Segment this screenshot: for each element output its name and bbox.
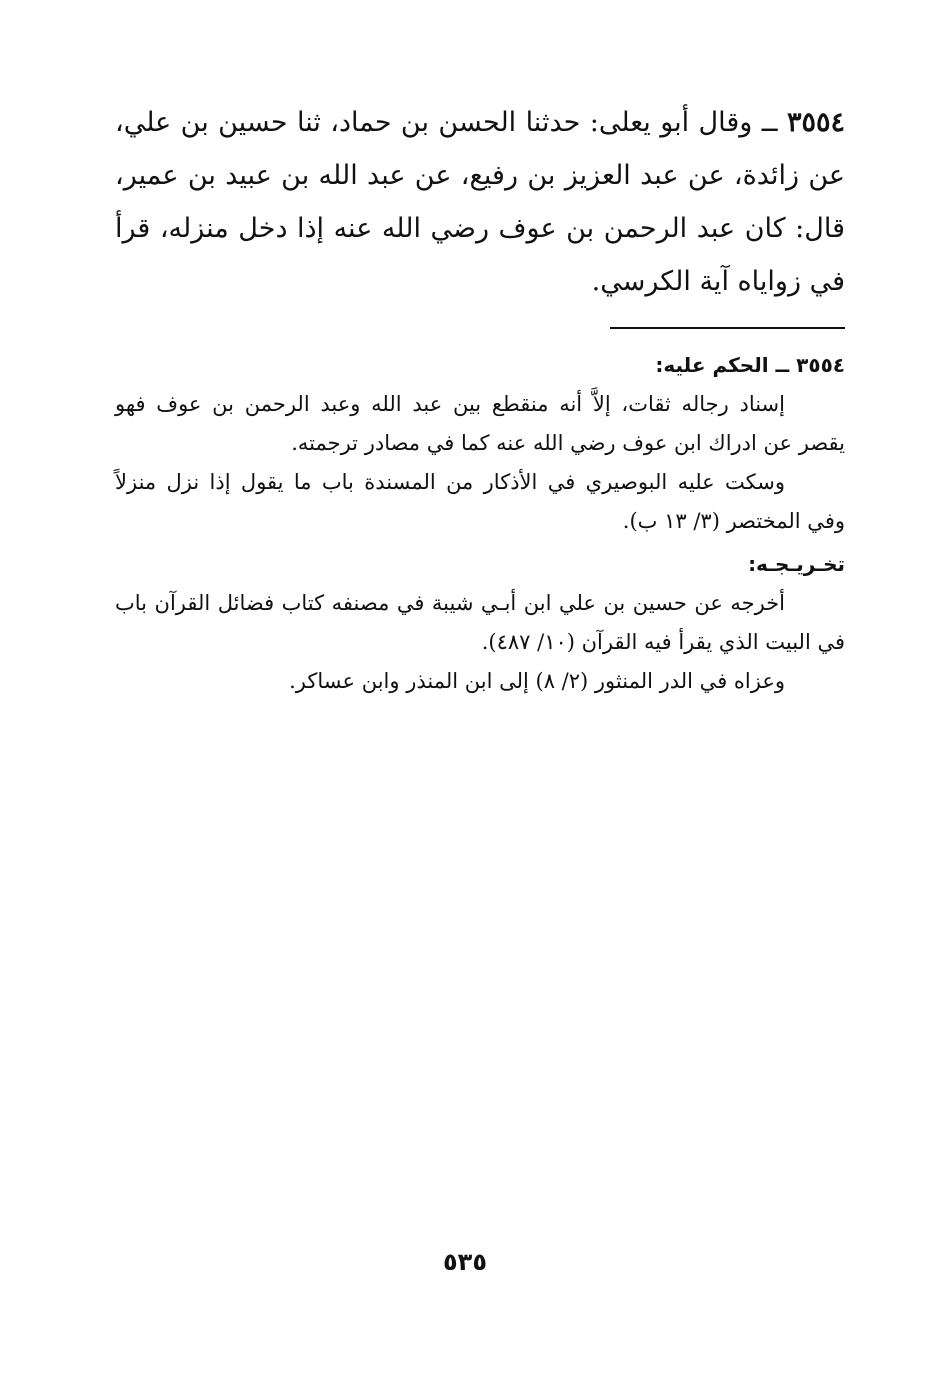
hadith-body: وقال أبو يعلى: حدثنا الحسن بن حماد، ثنا حسين بن علي، عن زائدة، عن عبد العزيز بن رفيع، عن عبد الله بن عبيد بن عمير، قال: كان عبد الرحمن بن عوف رضي الله عنه إذا دخل منزله، قرأ في زواياه آية الكرسي.	[115, 107, 845, 297]
notes-section	[115, 346, 845, 701]
takhrij-heading: تخـريـجـه:	[748, 552, 845, 576]
page-number: ٥٣٥	[443, 1248, 487, 1276]
ruling-paragraph-2: وسكت عليه البوصيري في الأذكار من المسندة باب ما يقول إذا نزل منزلاً وفي المختصر (٣/ ١٣ ب).	[115, 470, 845, 533]
hadith-text-block	[115, 96, 845, 308]
hadith-number: ٣٥٥٤	[786, 107, 845, 138]
hadith-separator: ــ	[761, 107, 778, 138]
ruling-heading: ٣٥٥٤ ــ الحكم عليه:	[655, 353, 845, 377]
takhrij-paragraph-2: وعزاه في الدر المنثور (٢/ ٨) إلى ابن المنذر وابن عساكر.	[289, 669, 785, 693]
ruling-paragraph-1: إسناد رجاله ثقات، إلاَّ أنه منقطع بين عبد الله وعبد الرحمن بن عوف فهو يقصر عن ادراك ابن عوف رضي الله عنه كما في مصادر ترجمته.	[115, 392, 845, 455]
footnote-divider	[610, 327, 845, 329]
takhrij-paragraph-1: أخرجه عن حسين بن علي ابن أبـي شيبة في مصنفه كتاب فضائل القرآن باب في البيت الذي يقرأ فيه القرآن (١٠/ ٤٨٧).	[115, 591, 845, 654]
